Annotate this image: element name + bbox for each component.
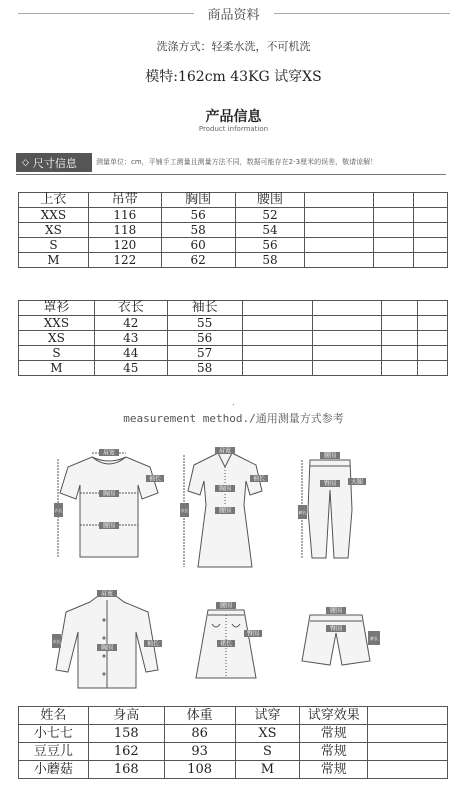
table-row bbox=[19, 223, 448, 238]
table-cell: 45 bbox=[94, 361, 167, 376]
label-length: 衣长 bbox=[52, 639, 61, 644]
pants-diagram-icon bbox=[290, 450, 370, 565]
size-info-divider bbox=[16, 174, 446, 175]
label-hip: 臀围 bbox=[329, 625, 343, 633]
table-cell: S bbox=[235, 743, 300, 761]
table-cell bbox=[382, 346, 418, 361]
table-cell bbox=[242, 331, 313, 346]
table-cell bbox=[374, 208, 414, 223]
table-cell bbox=[382, 331, 418, 346]
table-cell: M bbox=[19, 361, 95, 376]
table-cell bbox=[305, 223, 374, 238]
label-sleeve: 袖长 bbox=[146, 640, 160, 648]
table-cell: M bbox=[19, 253, 89, 268]
table-row bbox=[19, 238, 448, 253]
table-cell bbox=[374, 238, 414, 253]
table-header-cell: 上衣 bbox=[19, 193, 89, 208]
table-cell bbox=[414, 253, 448, 268]
label-shoulder: 肩宽 bbox=[100, 590, 114, 598]
skirt-diagram-icon bbox=[186, 600, 266, 685]
label-skirt-length: 裙长 bbox=[219, 640, 233, 648]
table-cell: 118 bbox=[88, 223, 161, 238]
table-cell bbox=[368, 743, 448, 761]
table-cell bbox=[313, 316, 382, 331]
table-cell bbox=[242, 346, 313, 361]
section-divider-right bbox=[274, 13, 450, 14]
table-row bbox=[19, 725, 448, 743]
table-cell: 116 bbox=[88, 208, 161, 223]
label-waist: 腰围 bbox=[323, 452, 337, 460]
table-cell bbox=[414, 208, 448, 223]
product-info-subtitle: Product information bbox=[198, 125, 269, 133]
table-cell: 54 bbox=[235, 223, 305, 238]
table-header-cell bbox=[368, 707, 448, 725]
table-cell: 58 bbox=[167, 361, 242, 376]
label-chest: 胸围 bbox=[100, 644, 114, 652]
table-header-cell: 试穿效果 bbox=[300, 707, 368, 725]
table-header-cell bbox=[418, 301, 448, 316]
table-row bbox=[19, 316, 448, 331]
table-cell bbox=[418, 361, 448, 376]
table-cell: 57 bbox=[167, 346, 242, 361]
table-cell bbox=[414, 238, 448, 253]
table-row bbox=[19, 743, 448, 761]
table-header-cell: 罩衫 bbox=[19, 301, 95, 316]
measurement-title: measurement method./通用测量方式参考 bbox=[123, 412, 344, 425]
table-cell bbox=[313, 361, 382, 376]
table-cell bbox=[374, 223, 414, 238]
table-cell bbox=[242, 316, 313, 331]
label-hip: 臀围 bbox=[323, 480, 337, 488]
table-header-cell: 袖长 bbox=[167, 301, 242, 316]
table-header-cell: 体重 bbox=[164, 707, 235, 725]
table-header-cell: 姓名 bbox=[19, 707, 89, 725]
size-info-note: 测量单位：cm，平铺手工测量且测量方法不同，数据可能存在2-3厘米的误差，敬请谅解！ bbox=[96, 158, 378, 166]
table-row bbox=[19, 346, 448, 361]
table-cell bbox=[242, 361, 313, 376]
table-row bbox=[19, 331, 448, 346]
table-cell bbox=[368, 761, 448, 779]
table-cell bbox=[382, 316, 418, 331]
separator-dot: . bbox=[232, 398, 235, 407]
shorts-diagram-icon bbox=[296, 605, 381, 675]
table-cell bbox=[305, 253, 374, 268]
table-cell: 58 bbox=[235, 253, 305, 268]
table-cell: 60 bbox=[161, 238, 235, 253]
table-cell: 122 bbox=[88, 253, 161, 268]
table-header-cell: 腰围 bbox=[235, 193, 305, 208]
table-cell: 豆豆儿 bbox=[19, 743, 89, 761]
table-cell bbox=[368, 725, 448, 743]
label-shoulder: 肩宽 bbox=[218, 447, 232, 455]
shirt-size-table bbox=[18, 300, 448, 376]
table-cell: 93 bbox=[164, 743, 235, 761]
table-cell: M bbox=[235, 761, 300, 779]
label-waist: 腰围 bbox=[218, 507, 232, 515]
table-cell bbox=[305, 208, 374, 223]
size-info-label: 尺寸信息 bbox=[32, 156, 77, 170]
diamond-icon: ◇ bbox=[22, 157, 29, 168]
table-cell: 108 bbox=[164, 761, 235, 779]
table-row bbox=[19, 208, 448, 223]
label-chest: 胸围 bbox=[102, 490, 116, 498]
table-cell: 55 bbox=[167, 316, 242, 331]
table-cell: 常规 bbox=[300, 725, 368, 743]
label-length: 裤长 bbox=[370, 636, 378, 641]
table-cell bbox=[382, 361, 418, 376]
table-cell: XXS bbox=[19, 316, 95, 331]
table-cell bbox=[313, 331, 382, 346]
table-cell: 42 bbox=[94, 316, 167, 331]
table-cell: 小七七 bbox=[19, 725, 89, 743]
table-cell: 52 bbox=[235, 208, 305, 223]
table-cell: 86 bbox=[164, 725, 235, 743]
wash-instructions: 洗涤方式：轻柔水洗，不可机洗 bbox=[156, 40, 311, 53]
table-header-cell: 胸围 bbox=[161, 193, 235, 208]
table-header-cell bbox=[305, 193, 374, 208]
table-cell: XS bbox=[19, 331, 95, 346]
table-cell bbox=[418, 346, 448, 361]
table-header-cell bbox=[414, 193, 448, 208]
table-cell bbox=[418, 331, 448, 346]
table-header-cell bbox=[313, 301, 382, 316]
table-cell: 56 bbox=[167, 331, 242, 346]
table-header-cell bbox=[242, 301, 313, 316]
table-cell: 43 bbox=[94, 331, 167, 346]
label-length: 衣长 bbox=[180, 508, 189, 513]
label-thigh: 大腿 bbox=[350, 478, 364, 486]
product-info-title: 产品信息 bbox=[205, 109, 262, 125]
size-info-badge bbox=[16, 153, 92, 172]
section-title: 商品资料 bbox=[207, 8, 260, 23]
table-header-row bbox=[19, 707, 448, 725]
table-header-cell: 试穿 bbox=[235, 707, 300, 725]
label-waist: 腰围 bbox=[219, 602, 233, 610]
table-cell: 56 bbox=[161, 208, 235, 223]
table-header-cell bbox=[374, 193, 414, 208]
table-cell: XS bbox=[235, 725, 300, 743]
table-cell: 小蘑菇 bbox=[19, 761, 89, 779]
table-cell: 58 bbox=[161, 223, 235, 238]
table-cell: XS bbox=[19, 223, 89, 238]
table-header-cell: 吊带 bbox=[88, 193, 161, 208]
table-cell: 62 bbox=[161, 253, 235, 268]
table-cell: 158 bbox=[88, 725, 164, 743]
table-cell: 162 bbox=[88, 743, 164, 761]
table-cell bbox=[313, 346, 382, 361]
table-row bbox=[19, 253, 448, 268]
table-cell: 常规 bbox=[300, 743, 368, 761]
table-cell: S bbox=[19, 238, 89, 253]
model-info: 模特:162cm 43KG 试穿XS bbox=[145, 69, 322, 85]
table-cell: XXS bbox=[19, 208, 89, 223]
label-shoulder: 肩宽 bbox=[102, 449, 116, 457]
table-header-cell: 身高 bbox=[88, 707, 164, 725]
table-header-cell: 衣长 bbox=[94, 301, 167, 316]
table-header-row bbox=[19, 193, 448, 208]
table-row bbox=[19, 361, 448, 376]
dress-diagram-icon bbox=[180, 445, 270, 575]
label-length: 衣长 bbox=[54, 508, 63, 513]
table-cell: 120 bbox=[88, 238, 161, 253]
table-header-cell bbox=[382, 301, 418, 316]
fitting-table bbox=[18, 706, 448, 779]
label-sleeve: 袖长 bbox=[252, 475, 266, 483]
label-length: 裤长 bbox=[298, 510, 307, 515]
label-sleeve: 袖长 bbox=[148, 475, 162, 483]
table-cell: 56 bbox=[235, 238, 305, 253]
tshirt-diagram-icon bbox=[54, 445, 164, 565]
table-cell bbox=[374, 253, 414, 268]
table-row bbox=[19, 761, 448, 779]
shirt-diagram-icon bbox=[52, 590, 162, 695]
label-waist: 腰围 bbox=[329, 607, 343, 615]
table-cell: 168 bbox=[88, 761, 164, 779]
table-cell bbox=[305, 238, 374, 253]
table-cell: 常规 bbox=[300, 761, 368, 779]
table-cell: 44 bbox=[94, 346, 167, 361]
table-header-row bbox=[19, 301, 448, 316]
table-cell bbox=[418, 316, 448, 331]
label-waist: 腰围 bbox=[102, 522, 116, 530]
label-hip: 臀围 bbox=[246, 630, 260, 638]
table-cell: S bbox=[19, 346, 95, 361]
top-size-table bbox=[18, 192, 448, 268]
table-cell bbox=[414, 223, 448, 238]
label-chest: 胸围 bbox=[218, 485, 232, 493]
